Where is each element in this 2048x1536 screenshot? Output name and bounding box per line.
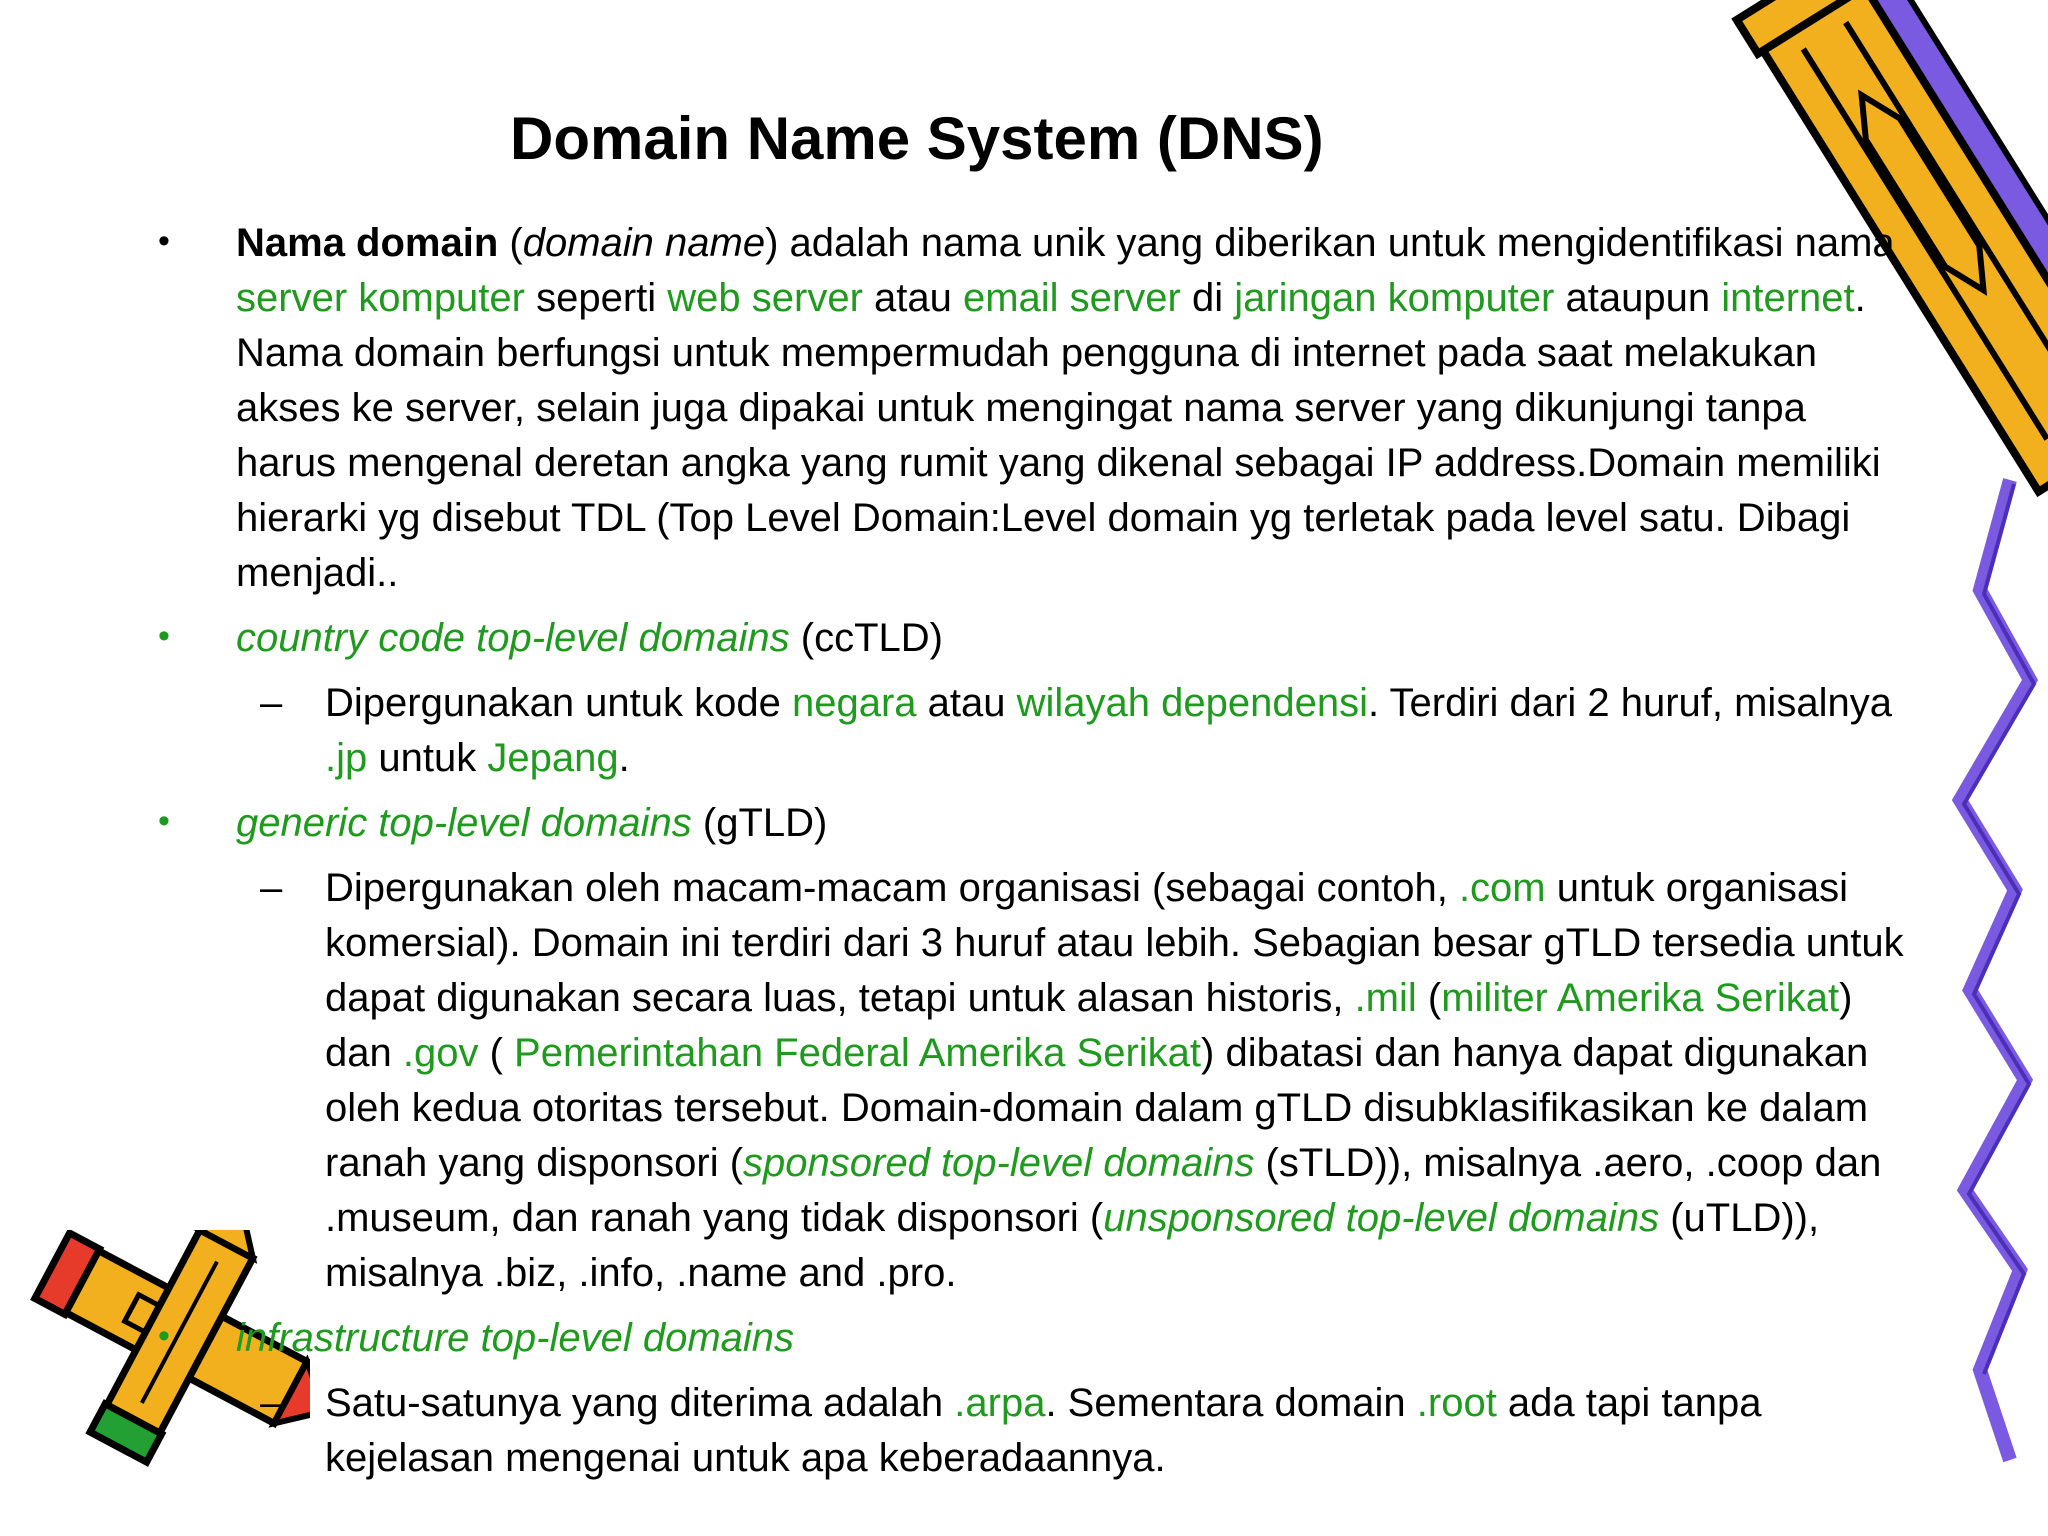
bullet-marker: • <box>158 617 170 655</box>
link-infrastructure-tld[interactable]: infrastructure top-level domains <box>236 1316 795 1360</box>
link-jaringan-komputer[interactable]: jaringan komputer <box>1234 276 1555 320</box>
link-com[interactable]: .com <box>1458 866 1546 910</box>
text-run: atau <box>916 681 1017 725</box>
link-generic-tld[interactable]: generic top-level domains <box>236 801 692 845</box>
term-nama-domain: Nama domain <box>236 221 499 265</box>
text-run: atau <box>862 276 963 320</box>
text-run: . Nama domain berfungsi untuk mempermudah pengguna di internet pada saat melakukan akses ke server, selain juga dipakai untuk mengingat nama server yang dikunjungi tanpa harus mengenal deretan angka yang rumit yang dikenal sebagai IP address.Domain memiliki hierarki yg disebut TDL (Top Level Domain:Level domain yg terletak pada level satu. Dibagi menjadi.. <box>236 276 1881 595</box>
text-run: ) dan <box>325 976 1853 1075</box>
text-run: ( <box>478 1031 515 1075</box>
bullet-item-gtld <box>150 796 1910 851</box>
text-run: ataupun <box>1554 276 1722 320</box>
sub-item-gtld-desc <box>150 861 1910 1301</box>
link-web-server[interactable]: web server <box>667 276 863 320</box>
text-run: . Terdiri dari 2 huruf, misalnya <box>1368 681 1892 725</box>
text-run: Dipergunakan untuk kode <box>325 681 792 725</box>
link-arpa[interactable]: .arpa <box>954 1381 1046 1425</box>
slide-title: Domain Name System (DNS) <box>510 105 1324 172</box>
text-run: ( <box>1416 976 1442 1020</box>
bullet-marker: • <box>158 222 170 260</box>
text-run: ) dibatasi dan hanya dapat digunakan oleh kedua otoritas tersebut. Domain-domain dalam gTLD disubklasifikasikan ke dalam ranah yang disponsori ( <box>325 1031 1869 1185</box>
link-root[interactable]: .root <box>1416 1381 1497 1425</box>
link-jp[interactable]: .jp <box>325 736 368 780</box>
link-militer-amerika-serikat[interactable]: militer Amerika Serikat <box>1441 976 1840 1020</box>
text-run: domain name <box>522 221 766 265</box>
link-gov[interactable]: .gov <box>402 1031 479 1075</box>
bullet-item-cctld <box>150 611 1910 666</box>
dash-marker: – <box>260 866 283 910</box>
text-run: ada tapi tanpa kejelasan mengenai untuk apa keberadaannya. <box>325 1381 1762 1480</box>
text-run: (uTLD)), misalnya .biz, .info, .name and .pro. <box>325 1196 1820 1295</box>
link-negara[interactable]: negara <box>792 681 917 725</box>
link-internet[interactable]: internet <box>1721 276 1855 320</box>
text-run: untuk <box>367 736 488 780</box>
link-unsponsored-tld[interactable]: unsponsored top-level domains <box>1103 1196 1660 1240</box>
text-run: (sTLD)), misalnya .aero, .coop dan .museum, dan ranah yang tidak disponsori ( <box>325 1141 1882 1240</box>
text-run: untuk organisasi komersial). Domain ini terdiri dari 3 huruf atau lebih. Sebagian besar gTLD tersedia untuk dapat digunakan secara luas, tetapi untuk alasan historis, <box>325 866 1904 1020</box>
text-run: ( <box>498 221 523 265</box>
text-run: di <box>1180 276 1235 320</box>
link-email-server[interactable]: email server <box>962 276 1181 320</box>
slide-content <box>150 216 1910 1496</box>
link-country-code-tld[interactable]: country code top-level domains <box>236 616 790 660</box>
bullet-marker: • <box>158 1317 170 1355</box>
link-server-komputer[interactable]: server komputer <box>236 276 525 320</box>
purple-squiggle-line <box>1940 470 2048 1470</box>
text-run: (ccTLD) <box>789 616 943 660</box>
dash-marker: – <box>260 681 283 725</box>
text-run: seperti <box>524 276 668 320</box>
bullet-item-infrastructure-tld <box>150 1311 1910 1366</box>
link-sponsored-tld[interactable]: sponsored top-level domains <box>743 1141 1255 1185</box>
sub-item-infrastructure-desc <box>150 1376 1910 1486</box>
text-run: (gTLD) <box>691 801 828 845</box>
link-pemerintahan-federal[interactable]: Pemerintahan Federal Amerika Serikat <box>514 1031 1202 1075</box>
bullet-marker: • <box>158 802 170 840</box>
text-run: Satu-satunya yang diterima adalah <box>325 1381 955 1425</box>
bullet-item-nama-domain <box>150 216 1910 601</box>
link-jepang[interactable]: Jepang <box>487 736 619 780</box>
sub-item-cctld-desc <box>150 676 1910 786</box>
text-run: Dipergunakan oleh macam-macam organisasi (sebagai contoh, <box>325 866 1459 910</box>
text-run: . Sementara domain <box>1045 1381 1417 1425</box>
link-wilayah-dependensi[interactable]: wilayah dependensi <box>1016 681 1369 725</box>
dash-marker: – <box>260 1381 283 1425</box>
link-mil[interactable]: .mil <box>1354 976 1417 1020</box>
text-run: . <box>618 736 630 780</box>
text-run: ) adalah nama unik yang diberikan untuk mengidentifikasi nama <box>765 221 1895 265</box>
